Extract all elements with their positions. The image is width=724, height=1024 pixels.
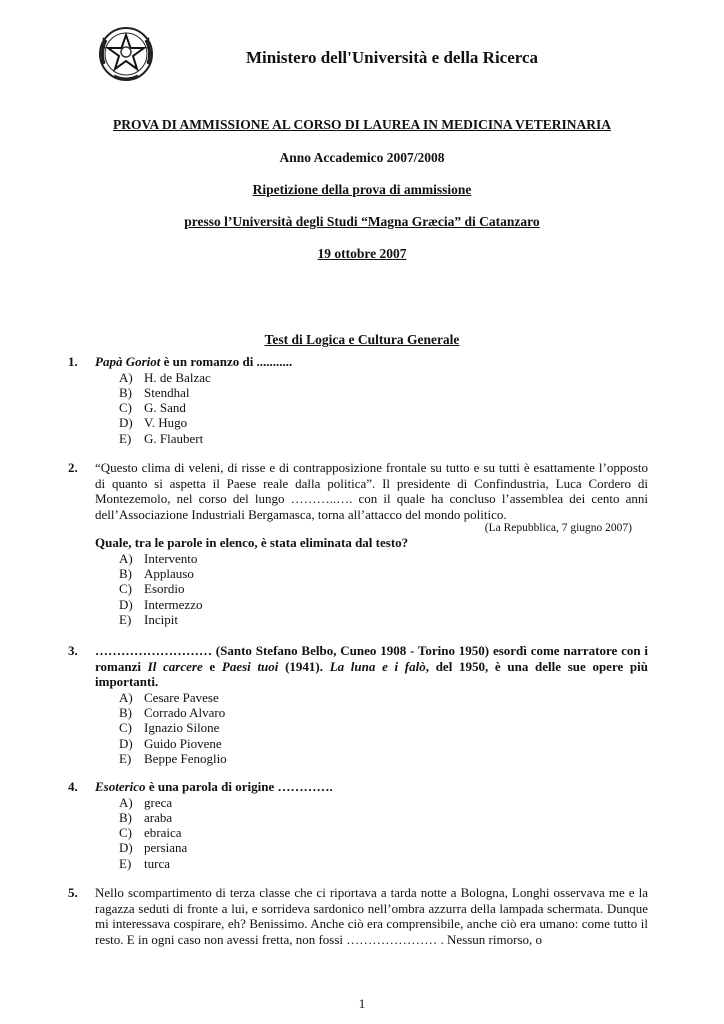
question-4 bbox=[68, 779, 648, 871]
question-text: Papà Goriot è un romanzo di ........... bbox=[95, 354, 293, 369]
question-1 bbox=[68, 354, 648, 446]
page-number: 1 bbox=[358, 996, 366, 1011]
option: A) Intervento bbox=[119, 550, 198, 566]
option: C) G. Sand bbox=[119, 400, 186, 416]
options-list bbox=[119, 795, 648, 871]
question-passage: “Questo clima di veleni, di risse e di contrapposizione frontale su tutto e su tutti è esattamente l’opposto di quanto si aspetta il Paese reale dalla politica”. Il presidente di Confindustria, Luca Cordero di Montezemolo, nel corso del lungo ………..…. con il quale ha concluso l’assemblea dei cento anni dell’Associazione Industriali Bergamasca, torna all’attacco del mondo politico. bbox=[95, 460, 648, 522]
section-title: Test di Logica e Cultura Generale bbox=[264, 332, 460, 347]
question-passage: Nello scompartimento di terza classe che ci riportava a tarda notte a Bologna, Longhi osservava me e la ragazza seduti di fronte a lui, e sorrideva sardonico nell’ombra azzurra della lampada schermata. Dunque mi interessava cospirare, eh? Benissimo. Anche ciò era comprensibile, anche ciò era umano: come tutto il resto. E in ogni caso non avessi fretta, non fossi ………………… . Nessun rimorso, o bbox=[95, 885, 648, 947]
option: D) Guido Piovene bbox=[119, 735, 222, 751]
question-number: 3. bbox=[68, 643, 78, 658]
exam-title: PROVA DI AMMISSIONE AL CORSO DI LAUREA IN MEDICINA VETERINARIA bbox=[113, 117, 611, 132]
option: B) Stendhal bbox=[119, 384, 190, 400]
option: E) turca bbox=[119, 855, 170, 871]
question-number: 5. bbox=[68, 885, 78, 900]
academic-year: Anno Accademico 2007/2008 bbox=[279, 150, 445, 165]
question-text: ……………………… (Santo Stefano Belbo, Cuneo 1908 - Torino 1950) esordì come narratore con i romanzi Il carcere e Paesi tuoi (1941). La luna e i falò, del 1950, è una delle sue opere più importanti. bbox=[95, 643, 648, 690]
option: D) Intermezzo bbox=[119, 596, 203, 612]
question-2 bbox=[68, 460, 648, 627]
option: E) G. Flaubert bbox=[119, 430, 204, 446]
options-list bbox=[119, 370, 648, 446]
question-number: 1. bbox=[68, 354, 78, 369]
question-3 bbox=[68, 643, 648, 766]
option: A) Cesare Pavese bbox=[119, 689, 219, 705]
option: C) ebraica bbox=[119, 825, 182, 841]
question-number: 4. bbox=[68, 779, 78, 794]
option: E) Beppe Fenoglio bbox=[119, 750, 227, 766]
italic-title: Papà Goriot bbox=[95, 354, 161, 369]
question-text: Esoterico è una parola di origine …………. bbox=[95, 779, 333, 794]
question-text: Quale, tra le parole in elenco, è stata eliminata dal testo? bbox=[95, 535, 409, 551]
option: E) Incipit bbox=[119, 612, 178, 628]
option: C) Ignazio Silone bbox=[119, 720, 220, 736]
option: D) V. Hugo bbox=[119, 415, 188, 431]
option: D) persiana bbox=[119, 840, 188, 856]
option: B) Applauso bbox=[119, 566, 194, 582]
passage-source: (La Repubblica, 7 giugno 2007) bbox=[484, 522, 632, 535]
ministry-heading: Ministero dell'Università e della Ricerca bbox=[245, 48, 539, 67]
option: B) araba bbox=[119, 809, 173, 825]
options-list bbox=[119, 690, 648, 766]
options-list bbox=[119, 551, 648, 627]
question-number: 2. bbox=[68, 460, 78, 475]
university-heading: presso l’Università degli Studi “Magna Græcia” di Catanzaro bbox=[184, 214, 540, 229]
question-5 bbox=[68, 885, 648, 947]
option: A) greca bbox=[119, 794, 173, 810]
option: C) Esordio bbox=[119, 581, 185, 597]
repetition-heading: Ripetizione della prova di ammissione bbox=[252, 182, 472, 197]
option: B) Corrado Alvaro bbox=[119, 705, 226, 721]
italic-title: Esoterico bbox=[95, 779, 146, 794]
option: A) H. de Balzac bbox=[119, 369, 211, 385]
exam-date: 19 ottobre 2007 bbox=[317, 246, 407, 261]
